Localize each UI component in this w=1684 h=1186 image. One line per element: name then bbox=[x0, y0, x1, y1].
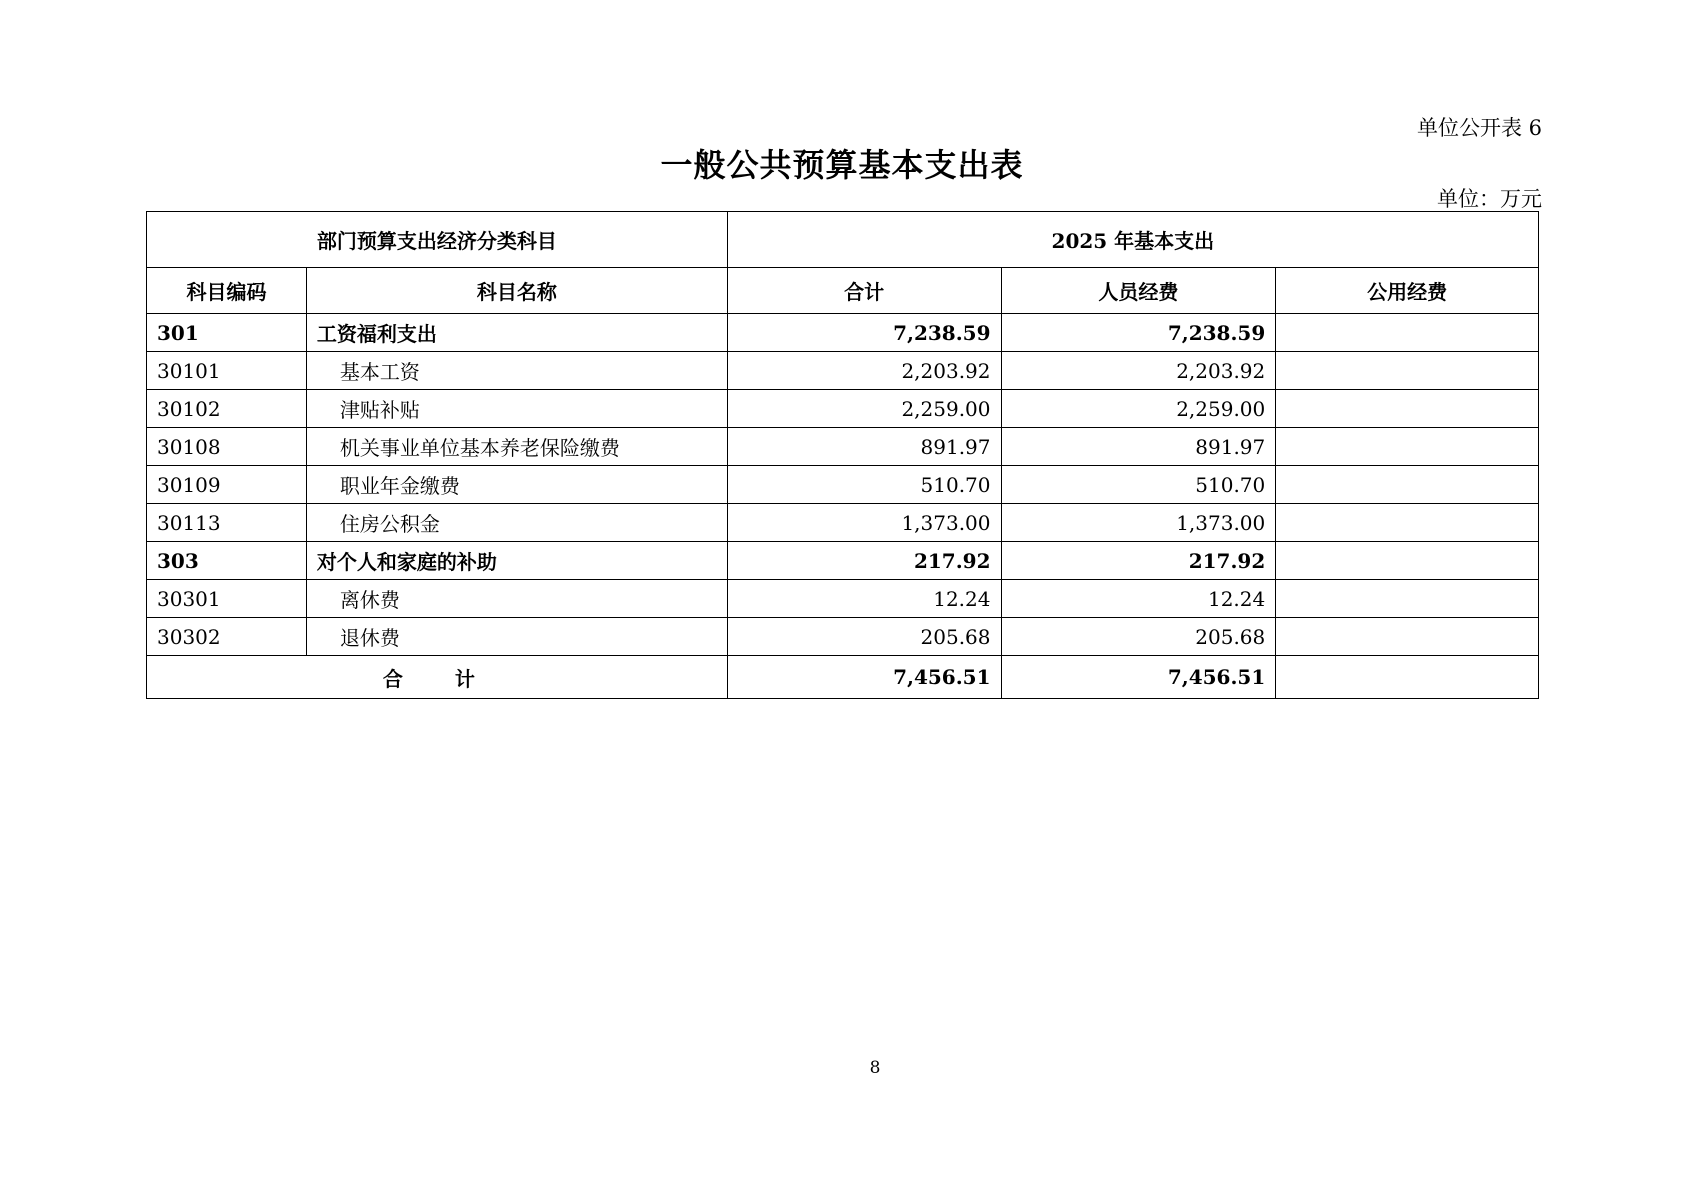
row-public bbox=[1276, 352, 1539, 390]
row-public bbox=[1276, 542, 1539, 580]
row-public bbox=[1276, 428, 1539, 466]
table-row bbox=[147, 352, 1539, 390]
row-code: 301 bbox=[147, 314, 307, 352]
row-name: 退休费 bbox=[306, 618, 727, 656]
row-total: 205.68 bbox=[727, 618, 1001, 656]
budget-table bbox=[146, 211, 1539, 699]
row-name: 工资福利支出 bbox=[306, 314, 727, 352]
table-row bbox=[147, 314, 1539, 352]
table-row bbox=[147, 428, 1539, 466]
row-total: 217.92 bbox=[727, 542, 1001, 580]
row-name: 对个人和家庭的补助 bbox=[306, 542, 727, 580]
header-total: 合计 bbox=[727, 268, 1001, 314]
row-total: 12.24 bbox=[727, 580, 1001, 618]
row-total: 1,373.00 bbox=[727, 504, 1001, 542]
table-row bbox=[147, 618, 1539, 656]
row-name: 住房公积金 bbox=[306, 504, 727, 542]
row-name: 机关事业单位基本养老保险缴费 bbox=[306, 428, 727, 466]
row-name: 离休费 bbox=[306, 580, 727, 618]
row-code: 30108 bbox=[147, 428, 307, 466]
grand-total-row bbox=[147, 656, 1539, 699]
row-code: 30101 bbox=[147, 352, 307, 390]
unit-label: 单位：万元 bbox=[1437, 187, 1542, 211]
header-row-group bbox=[147, 212, 1539, 268]
form-number: 单位公开表 6 bbox=[1416, 116, 1542, 140]
row-public bbox=[1276, 580, 1539, 618]
row-personnel: 2,259.00 bbox=[1001, 390, 1276, 428]
header-econ-classification: 部门预算支出经济分类科目 bbox=[147, 212, 728, 268]
table-row bbox=[147, 542, 1539, 580]
table-row bbox=[147, 390, 1539, 428]
row-public bbox=[1276, 466, 1539, 504]
row-code: 30109 bbox=[147, 466, 307, 504]
row-total: 891.97 bbox=[727, 428, 1001, 466]
row-total: 510.70 bbox=[727, 466, 1001, 504]
header-personnel: 人员经费 bbox=[1001, 268, 1276, 314]
row-code: 30302 bbox=[147, 618, 307, 656]
header-basic-expenditure: 2025 年基本支出 bbox=[727, 212, 1538, 268]
row-personnel: 2,203.92 bbox=[1001, 352, 1276, 390]
row-public bbox=[1276, 390, 1539, 428]
header-row-columns bbox=[147, 268, 1539, 314]
row-personnel: 7,238.59 bbox=[1001, 314, 1276, 352]
grand-total-personnel: 7,456.51 bbox=[1001, 656, 1276, 699]
row-total: 7,238.59 bbox=[727, 314, 1001, 352]
row-personnel: 891.97 bbox=[1001, 428, 1276, 466]
row-personnel: 217.92 bbox=[1001, 542, 1276, 580]
page-title: 一般公共预算基本支出表 bbox=[660, 146, 1024, 184]
row-personnel: 12.24 bbox=[1001, 580, 1276, 618]
header-name: 科目名称 bbox=[306, 268, 727, 314]
header-public: 公用经费 bbox=[1276, 268, 1539, 314]
header-code: 科目编码 bbox=[147, 268, 307, 314]
table-row bbox=[147, 466, 1539, 504]
row-public bbox=[1276, 314, 1539, 352]
row-code: 303 bbox=[147, 542, 307, 580]
row-code: 30301 bbox=[147, 580, 307, 618]
table-row bbox=[147, 504, 1539, 542]
row-name: 津贴补贴 bbox=[306, 390, 727, 428]
row-personnel: 1,373.00 bbox=[1001, 504, 1276, 542]
grand-total-public bbox=[1276, 656, 1539, 699]
row-public bbox=[1276, 618, 1539, 656]
page-number: 8 bbox=[869, 1058, 881, 1078]
row-personnel: 205.68 bbox=[1001, 618, 1276, 656]
row-total: 2,203.92 bbox=[727, 352, 1001, 390]
row-code: 30102 bbox=[147, 390, 307, 428]
grand-total-label: 合 计 bbox=[147, 656, 728, 699]
row-total: 2,259.00 bbox=[727, 390, 1001, 428]
row-name: 职业年金缴费 bbox=[306, 466, 727, 504]
grand-total-total: 7,456.51 bbox=[727, 656, 1001, 699]
row-personnel: 510.70 bbox=[1001, 466, 1276, 504]
row-name: 基本工资 bbox=[306, 352, 727, 390]
row-public bbox=[1276, 504, 1539, 542]
table-row bbox=[147, 580, 1539, 618]
row-code: 30113 bbox=[147, 504, 307, 542]
